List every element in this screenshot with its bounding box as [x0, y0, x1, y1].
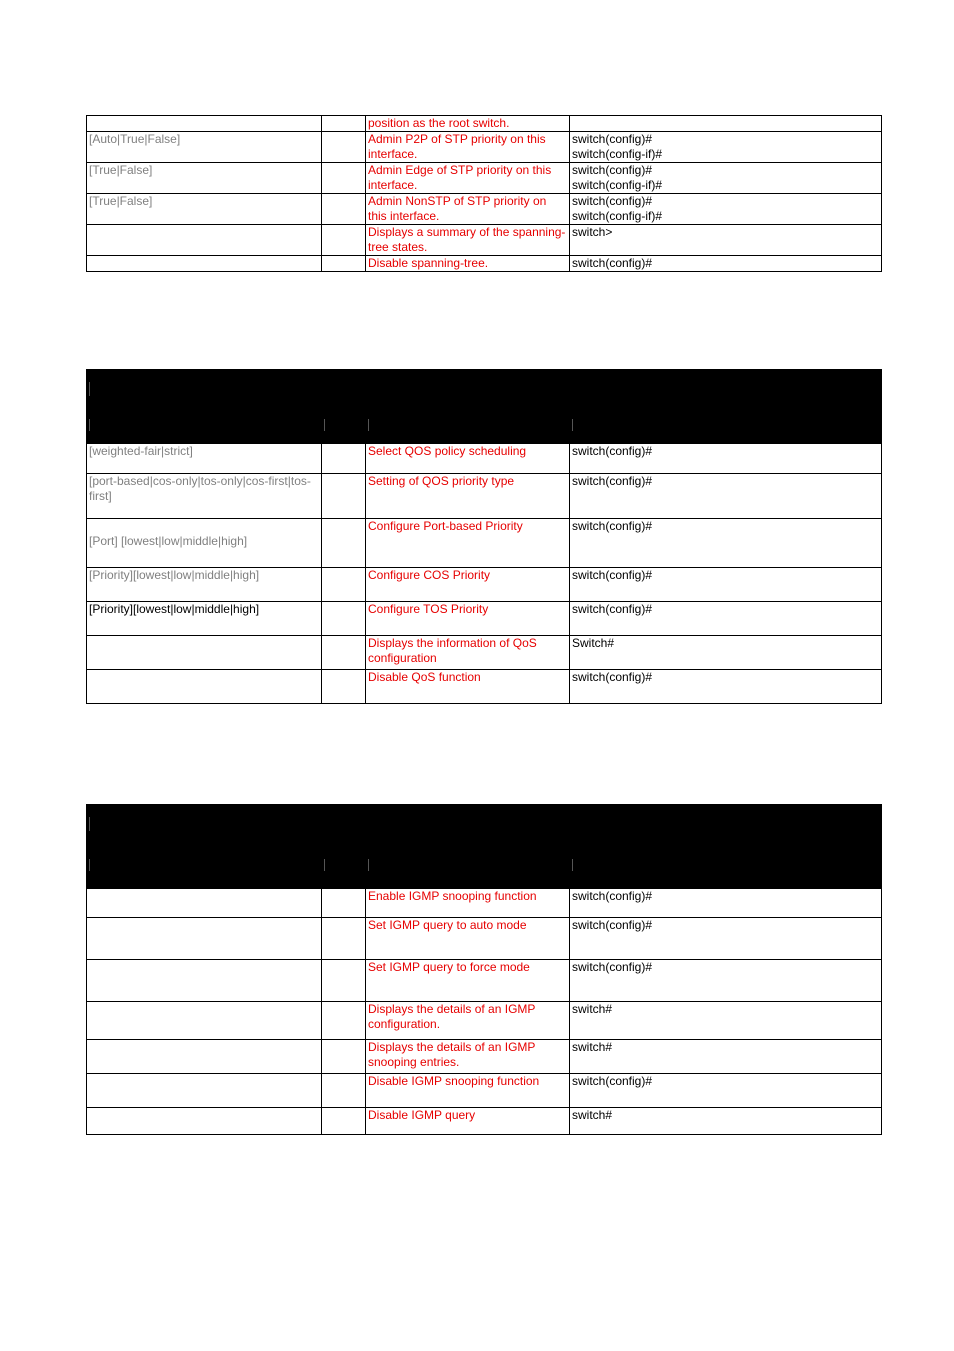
mode-cell: switch(config)#	[570, 256, 882, 272]
mode-cell: switch#	[570, 1002, 882, 1040]
description-cell: position as the root switch.	[366, 116, 570, 132]
header-cell	[366, 407, 570, 444]
table-row	[87, 474, 882, 519]
command-cell	[322, 1040, 366, 1074]
mode-cell: switch#	[570, 1108, 882, 1135]
table-row	[87, 1074, 882, 1108]
param-cell: [True|False]	[87, 163, 322, 194]
header-cell	[87, 407, 322, 444]
table-title-cell	[87, 805, 882, 847]
param-cell	[87, 670, 322, 704]
qos-command-table	[86, 369, 882, 704]
description-cell: Select QOS policy scheduling	[366, 444, 570, 474]
mode-cell: switch(config)#	[570, 474, 882, 519]
command-cell	[322, 116, 366, 132]
param-cell	[87, 1040, 322, 1074]
table-title-band	[87, 370, 882, 407]
mode-cell: switch(config)#	[570, 519, 882, 568]
description-cell: Admin Edge of STP priority on this interface.	[366, 163, 570, 194]
header-cell	[322, 847, 366, 889]
table-header-row	[87, 407, 882, 444]
description-cell: Disable IGMP snooping function	[366, 1074, 570, 1108]
command-cell	[322, 194, 366, 225]
description-cell: Configure TOS Priority	[366, 602, 570, 636]
table-row	[87, 918, 882, 960]
mode-cell: switch(config)# switch(config-if)#	[570, 163, 882, 194]
table-row	[87, 636, 882, 670]
table-row	[87, 1108, 882, 1135]
table-row	[87, 444, 882, 474]
table-title-band	[87, 805, 882, 847]
description-cell: Displays the information of QoS configuration	[366, 636, 570, 670]
description-cell: Configure COS Priority	[366, 568, 570, 602]
mode-cell: switch(config)#	[570, 444, 882, 474]
param-cell	[87, 918, 322, 960]
description-cell: Configure Port-based Priority	[366, 519, 570, 568]
table-row	[87, 1040, 882, 1074]
param-cell	[87, 116, 322, 132]
table-title-cell	[87, 370, 882, 407]
command-cell	[322, 256, 366, 272]
param-cell	[87, 256, 322, 272]
param-cell	[87, 1002, 322, 1040]
table-header-row	[87, 847, 882, 889]
description-cell: Set IGMP query to force mode	[366, 960, 570, 1002]
command-cell	[322, 670, 366, 704]
mode-cell: switch(config)#	[570, 918, 882, 960]
param-cell: [weighted-fair|strict]	[87, 444, 322, 474]
command-cell	[322, 960, 366, 1002]
mode-cell: switch(config)#	[570, 960, 882, 1002]
description-cell: Displays the details of an IGMP snooping entries.	[366, 1040, 570, 1074]
header-cell	[366, 847, 570, 889]
mode-cell: switch(config)# switch(config-if)#	[570, 132, 882, 163]
command-cell	[322, 918, 366, 960]
command-cell	[322, 1108, 366, 1135]
mode-cell: switch>	[570, 225, 882, 256]
table-row	[87, 568, 882, 602]
mode-cell: switch(config)#	[570, 1074, 882, 1108]
description-cell: Admin NonSTP of STP priority on this interface.	[366, 194, 570, 225]
description-cell: Displays a summary of the spanning-tree states.	[366, 225, 570, 256]
mode-cell: switch(config)#	[570, 568, 882, 602]
description-cell: Set IGMP query to auto mode	[366, 918, 570, 960]
description-cell: Enable IGMP snooping function	[366, 889, 570, 918]
table-row	[87, 163, 882, 194]
command-cell	[322, 602, 366, 636]
command-cell	[322, 568, 366, 602]
description-cell: Disable QoS function	[366, 670, 570, 704]
table-row	[87, 194, 882, 225]
param-cell: [Port] [lowest|low|middle|high]	[87, 519, 322, 568]
param-cell	[87, 1108, 322, 1135]
description-cell: Displays the details of an IGMP configuration.	[366, 1002, 570, 1040]
table-row	[87, 602, 882, 636]
param-cell	[87, 225, 322, 256]
param-cell: [Priority][lowest|low|middle|high]	[87, 568, 322, 602]
command-cell	[322, 163, 366, 194]
param-cell	[87, 636, 322, 670]
description-cell: Disable spanning-tree.	[366, 256, 570, 272]
command-cell	[322, 1002, 366, 1040]
mode-cell: switch(config)#	[570, 602, 882, 636]
table-row	[87, 519, 882, 568]
param-cell	[87, 960, 322, 1002]
command-cell	[322, 225, 366, 256]
table-row	[87, 1002, 882, 1040]
table-row	[87, 256, 882, 272]
mode-cell	[570, 116, 882, 132]
command-cell	[322, 889, 366, 918]
header-cell	[570, 847, 882, 889]
param-cell	[87, 889, 322, 918]
table-row	[87, 116, 882, 132]
description-cell: Disable IGMP query	[366, 1108, 570, 1135]
mode-cell: switch(config)# switch(config-if)#	[570, 194, 882, 225]
igmp-command-table	[86, 804, 882, 1135]
table-row	[87, 132, 882, 163]
mode-cell: switch(config)#	[570, 889, 882, 918]
command-cell	[322, 519, 366, 568]
description-cell: Admin P2P of STP priority on this interface.	[366, 132, 570, 163]
param-cell: [port-based|cos-only|tos-only|cos-first|tos-first]	[87, 474, 322, 519]
header-cell	[322, 407, 366, 444]
command-cell	[322, 1074, 366, 1108]
param-cell: [True|False]	[87, 194, 322, 225]
mode-cell: switch#	[570, 1040, 882, 1074]
stp-command-table	[86, 115, 882, 272]
param-cell: [Priority][lowest|low|middle|high]	[87, 602, 322, 636]
param-cell	[87, 1074, 322, 1108]
table-row	[87, 889, 882, 918]
command-cell	[322, 636, 366, 670]
table-row	[87, 225, 882, 256]
header-cell	[87, 847, 322, 889]
table-row	[87, 960, 882, 1002]
command-cell	[322, 474, 366, 519]
header-cell	[570, 407, 882, 444]
table-row	[87, 670, 882, 704]
command-cell	[322, 132, 366, 163]
command-cell	[322, 444, 366, 474]
param-cell: [Auto|True|False]	[87, 132, 322, 163]
description-cell: Setting of QOS priority type	[366, 474, 570, 519]
mode-cell: Switch#	[570, 636, 882, 670]
mode-cell: switch(config)#	[570, 670, 882, 704]
